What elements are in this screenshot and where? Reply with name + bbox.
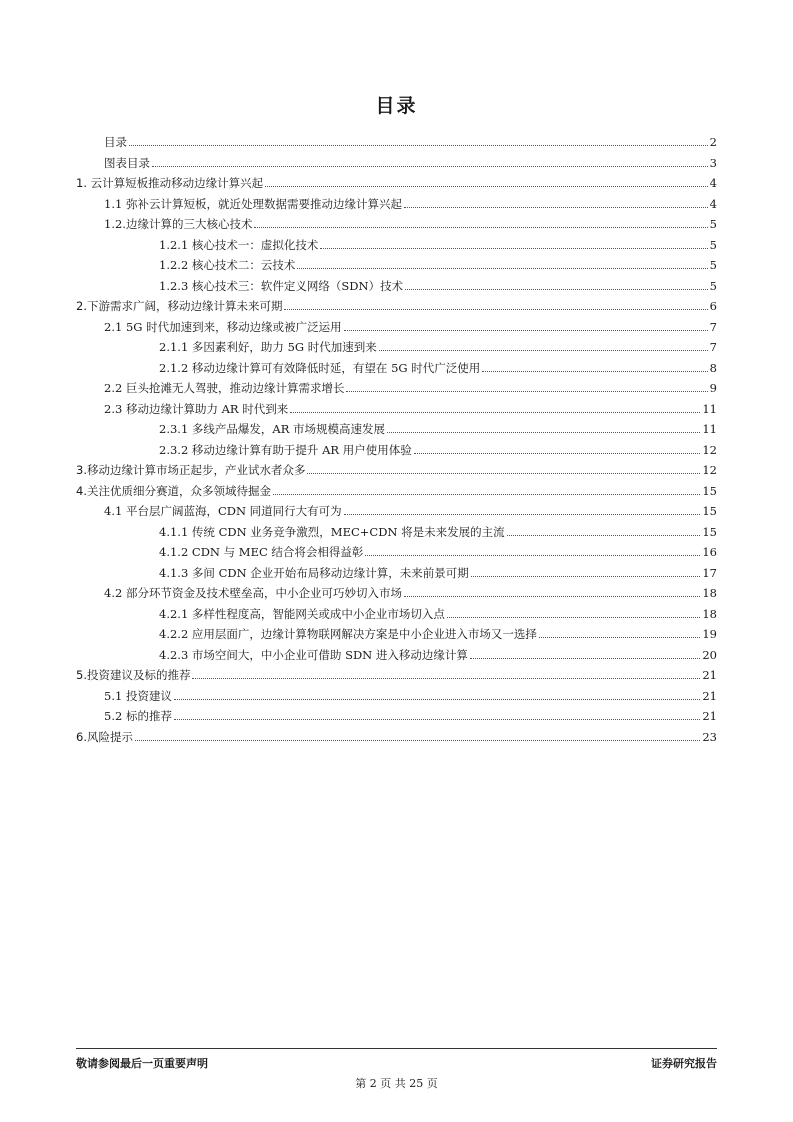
toc-entry-page: 7 <box>709 319 717 334</box>
footer-page-number: 第 2 页 共 25 页 <box>355 1077 438 1090</box>
toc-entry-page: 11 <box>702 401 717 416</box>
toc-entry-title: 4.关注优质细分赛道，众多领域待掘金 <box>76 483 271 498</box>
toc-dot-leader <box>192 677 700 679</box>
toc-entry-page: 5 <box>709 237 717 252</box>
toc-dot-leader <box>284 308 707 310</box>
toc-entry[interactable] <box>159 641 717 662</box>
toc-entry[interactable] <box>159 251 717 272</box>
toc-entry-page: 15 <box>702 524 717 539</box>
toc-entry-page: 5 <box>709 278 717 293</box>
toc-dot-leader <box>265 185 708 187</box>
toc-entry-title: 2.2 巨头抢滩无人驾驶，推动边缘计算需求增长 <box>104 381 345 395</box>
toc-entry-title: 4.2.2 应用层面广，边缘计算物联网解决方案是中小企业进入市场又一选择 <box>159 627 537 641</box>
toc-entry-title: 2.1.1 多因素利好，助力 5G 时代加速到来 <box>159 340 377 354</box>
toc-entry[interactable] <box>104 395 717 416</box>
toc-entry[interactable] <box>159 436 717 457</box>
toc-dot-leader <box>414 452 701 454</box>
toc-entry[interactable] <box>159 600 717 621</box>
toc-entry-title: 4.1 平台层广阔蓝海，CDN 同道同行大有可为 <box>104 504 342 518</box>
toc-dot-leader <box>404 595 700 597</box>
toc-dot-leader <box>405 288 708 290</box>
toc-entry-title: 2.1.2 移动边缘计算可有效降低时延，有望在 5G 时代广泛使用 <box>159 360 481 375</box>
toc-entry-title: 4.2 部分环节资金及技术壁垒高，中小企业可巧妙切入市场 <box>104 586 402 600</box>
toc-dot-leader <box>273 493 700 495</box>
toc-entry[interactable] <box>76 169 717 190</box>
toc-dot-leader <box>404 206 708 208</box>
toc-entry-page: 12 <box>702 442 717 457</box>
toc-entry[interactable] <box>104 374 717 395</box>
toc-entry-page: 4 <box>709 196 717 211</box>
toc-entry-title: 2.下游需求广阔，移动边缘计算未来可期 <box>76 299 283 313</box>
toc-entry-title: 2.3.2 移动边缘计算有助于提升 AR 用户使用体验 <box>159 442 412 457</box>
toc-entry-page: 5 <box>709 217 717 231</box>
toc-entry-title: 4.1.2 CDN 与 MEC 结合将会相得益彰 <box>159 545 364 559</box>
toc-entry-page: 20 <box>702 647 717 662</box>
toc-dot-leader <box>290 411 700 413</box>
toc-entry[interactable] <box>76 292 717 313</box>
toc-entry-title: 4.1.1 传统 CDN 业务竞争激烈，MEC+CDN 将是未来发展的主流 <box>159 524 505 539</box>
toc-entry-page: 11 <box>702 422 717 436</box>
toc-dot-leader <box>174 698 700 700</box>
toc-entry-page: 16 <box>702 545 717 559</box>
toc-entry-page: 21 <box>702 709 717 723</box>
toc-dot-leader <box>387 431 700 433</box>
toc-entry-page: 19 <box>702 627 717 641</box>
toc-entry[interactable] <box>104 497 717 518</box>
toc-entry-title: 2.3.1 多线产品爆发，AR 市场规模高速发展 <box>159 422 386 436</box>
toc-entry-page: 21 <box>702 668 717 682</box>
toc-entry-title: 2.3 移动边缘计算助力 AR 时代到来 <box>104 401 289 416</box>
toc-entry-title: 5.投资建议及标的推荐 <box>76 668 191 682</box>
toc-entry-title: 1.1 弥补云计算短板，就近处理数据需要推动边缘计算兴起 <box>104 196 402 211</box>
toc-dot-leader <box>152 165 708 167</box>
toc-dot-leader <box>344 513 701 515</box>
toc-entry[interactable] <box>159 354 717 375</box>
toc-entry-title: 1. 云计算短板推动移动边缘计算兴起 <box>76 176 264 190</box>
toc-entry-page: 12 <box>702 463 717 477</box>
toc-entry[interactable] <box>159 518 717 539</box>
toc-entry-title: 目录 <box>104 135 127 149</box>
toc-dot-leader <box>344 329 708 331</box>
toc-entry-page: 7 <box>709 340 717 354</box>
toc-entry-page: 15 <box>702 483 717 498</box>
toc-dot-leader <box>174 718 700 720</box>
toc-entry[interactable] <box>76 477 717 498</box>
toc-entry[interactable] <box>159 333 717 354</box>
toc-entry-title: 3.移动边缘计算市场正起步，产业试水者众多 <box>76 463 306 477</box>
toc-dot-leader <box>365 554 700 556</box>
toc-entry-title: 1.2.边缘计算的三大核心技术 <box>104 217 253 231</box>
toc-dot-leader <box>346 390 707 392</box>
toc-dot-leader <box>539 636 700 638</box>
toc-entry[interactable] <box>159 538 717 559</box>
toc-dot-leader <box>471 575 701 577</box>
toc-entry-title: 5.1 投资建议 <box>104 688 172 703</box>
toc-entry[interactable] <box>104 149 717 170</box>
toc-dot-leader <box>507 534 701 536</box>
toc-entry-page: 18 <box>702 606 717 621</box>
toc-entry[interactable] <box>104 702 717 723</box>
toc-dot-leader <box>135 739 700 741</box>
toc-dot-leader <box>470 657 700 659</box>
toc-dot-leader <box>129 144 708 146</box>
footer-divider <box>76 1048 717 1049</box>
toc-dot-leader <box>447 616 700 618</box>
toc-entry[interactable] <box>104 313 717 334</box>
toc-entry[interactable] <box>104 190 717 211</box>
toc-entry[interactable] <box>159 559 717 580</box>
toc-entry-title: 1.2.1 核心技术一：虚拟化技术 <box>159 237 319 252</box>
toc-entry[interactable] <box>159 415 717 436</box>
toc-entry[interactable] <box>159 231 717 252</box>
toc-entry-title: 2.1 5G 时代加速到来，移动边缘或被广泛运用 <box>104 319 342 334</box>
toc-entry-page: 4 <box>709 176 717 190</box>
toc-entry-page: 5 <box>709 258 717 272</box>
toc-entry-title: 1.2.2 核心技术二：云技术 <box>159 258 296 272</box>
toc-entry[interactable] <box>104 128 717 149</box>
toc-entry-page: 3 <box>709 155 717 170</box>
toc-entry-title: 4.1.3 多间 CDN 企业开始布局移动边缘计算，未来前景可期 <box>159 565 469 580</box>
toc-entry[interactable] <box>76 723 717 744</box>
toc-entry-title: 4.2.1 多样性程度高，智能网关或成中小企业市场切入点 <box>159 606 445 621</box>
toc-entry-title: 6.风险提示 <box>76 729 133 744</box>
toc-entry[interactable] <box>76 456 717 477</box>
toc-entry-page: 2 <box>709 135 717 149</box>
toc-entry-page: 15 <box>702 504 717 518</box>
toc-entry-page: 23 <box>702 729 717 744</box>
toc-entry-page: 6 <box>709 299 717 313</box>
toc-entry-title: 1.2.3 核心技术三：软件定义网络（SDN）技术 <box>159 278 404 293</box>
toc-dot-leader <box>320 247 707 249</box>
toc-entry-page: 18 <box>702 586 717 600</box>
toc-entry[interactable] <box>104 579 717 600</box>
toc-entry-page: 21 <box>702 688 717 703</box>
toc-dot-leader <box>379 349 708 351</box>
toc-entry-title: 5.2 标的推荐 <box>104 709 172 723</box>
toc-entry[interactable] <box>159 620 717 641</box>
footer-disclaimer: 敬请参阅最后一页重要声明 <box>76 1057 208 1070</box>
toc-dot-leader <box>307 472 700 474</box>
toc-entry-title: 4.2.3 市场空间大，中小企业可借助 SDN 进入移动边缘计算 <box>159 647 468 662</box>
toc-entry-title: 图表目录 <box>104 155 150 170</box>
toc-entry[interactable] <box>104 210 717 231</box>
toc-entry[interactable] <box>159 272 717 293</box>
toc-entry[interactable] <box>76 661 717 682</box>
toc-entry-page: 8 <box>709 360 717 375</box>
page-title: 目录 <box>375 95 418 117</box>
toc-dot-leader <box>297 267 707 269</box>
toc-dot-leader <box>254 226 707 228</box>
footer-report-type: 证券研究报告 <box>651 1057 717 1070</box>
toc-entry-page: 17 <box>702 565 717 580</box>
toc-dot-leader <box>482 370 707 372</box>
toc-entry[interactable] <box>104 682 717 703</box>
toc-entry-page: 9 <box>709 381 717 395</box>
